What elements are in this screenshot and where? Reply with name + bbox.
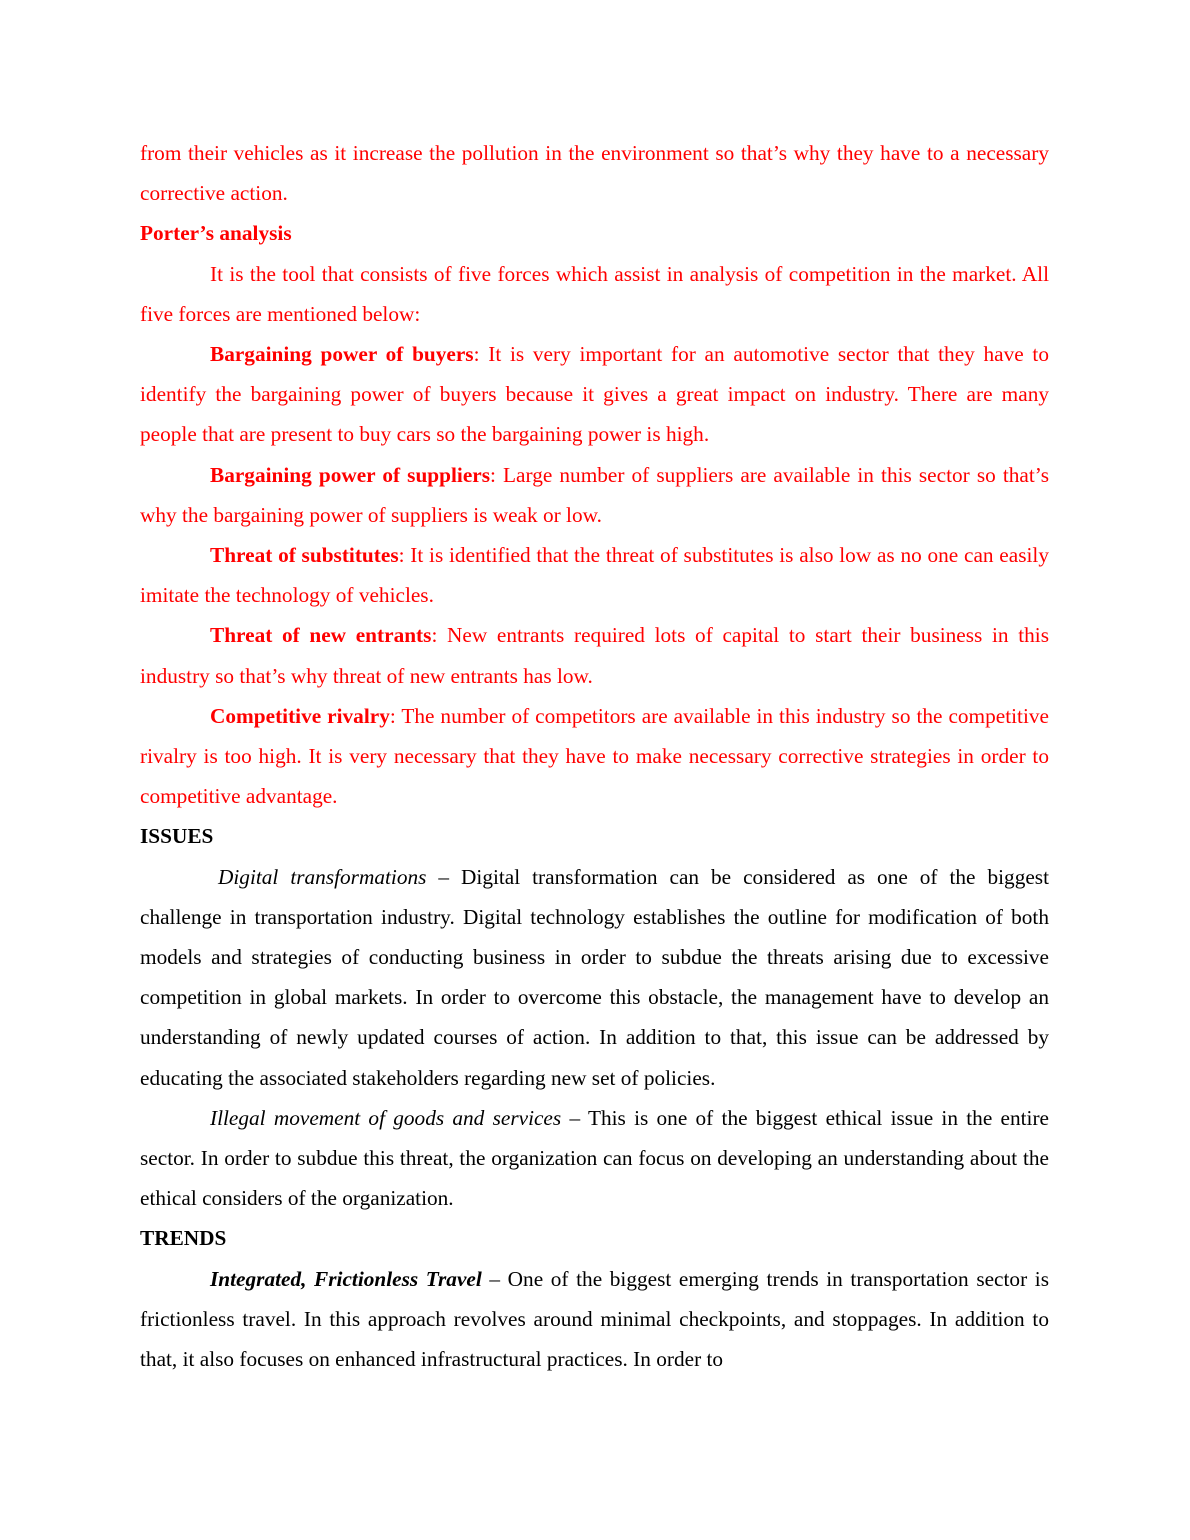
force-description: : Large number of suppliers are available in this sector so that’s why the bargaining power of suppliers is weak or low. xyxy=(140,462,1049,527)
issue-term: Digital transformations xyxy=(218,864,427,889)
force-term: Threat of new entrants xyxy=(210,623,432,648)
issue-description: – Digital transformation can be considered as one of the biggest challenge in transportation industry. Digital technology establishes the outline for modification of both models and strategies of conducting business in order to subdue the threats arising due to excessive competition in global markets. In order to overcome this obstacle, the management have to develop an understanding of newly updated courses of action. In addition to that, this issue can be addressed by educating the associated stakeholders regarding new set of policies. xyxy=(140,864,1049,1090)
issues-heading: ISSUES xyxy=(140,824,214,849)
force-description: : New entrants required lots of capital to start their business in this industry so that’s why threat of new entrants has low. xyxy=(140,623,1049,688)
intro-paragraph: from their vehicles as it increase the pollution in the environment so that’s why they have to a necessary corrective action. xyxy=(140,141,1049,206)
trends-heading: TRENDS xyxy=(140,1226,227,1251)
trend-description: – One of the biggest emerging trends in transportation sector is frictionless travel. In this approach revolves around minimal checkpoints, and stoppages. In addition to that, it also focuses on enhanced infrastructural practices. In order to xyxy=(140,1266,1049,1372)
force-description: : The number of competitors are available in this industry so the competitive rivalry is too high. It is very necessary that they have to make necessary corrective strategies in order to competitive advantage. xyxy=(140,703,1049,809)
force-description: : It is identified that the threat of substitutes is also low as no one can easily imitate the technology of vehicles. xyxy=(140,543,1049,608)
issue-illegal-paragraph xyxy=(140,1098,1049,1219)
force-rivalry-paragraph xyxy=(140,696,1049,817)
document-page xyxy=(140,133,1049,1379)
force-new-entrants-paragraph xyxy=(140,615,1049,695)
force-buyers-paragraph xyxy=(140,334,1049,455)
porter-intro-paragraph: It is the tool that consists of five forces which assist in analysis of competition in the market. All five forces are mentioned below: xyxy=(140,261,1049,326)
porter-heading: Porter’s analysis xyxy=(140,221,292,246)
force-term: Competitive rivalry xyxy=(210,703,390,728)
force-term: Bargaining power of suppliers xyxy=(210,462,491,487)
trend-term: Integrated, Frictionless Travel xyxy=(210,1266,482,1291)
trend-frictionless-paragraph xyxy=(140,1259,1049,1380)
force-term: Threat of substitutes xyxy=(210,543,399,568)
force-description: : It is very important for an automotive sector that they have to identify the bargaining power of buyers because it gives a great impact on industry. There are many people that are present to buy cars so the bargaining power is high. xyxy=(140,342,1049,447)
issue-digital-paragraph xyxy=(140,857,1049,1098)
issue-description: – This is one of the biggest ethical issue in the entire sector. In order to subdue this threat, the organization can focus on developing an understanding about the ethical considers of the organization. xyxy=(140,1105,1050,1211)
force-term: Bargaining power of buyers xyxy=(210,342,474,367)
force-suppliers-paragraph xyxy=(140,455,1049,535)
force-substitutes-paragraph xyxy=(140,535,1049,615)
issue-term: Illegal movement of goods and services xyxy=(210,1105,562,1130)
